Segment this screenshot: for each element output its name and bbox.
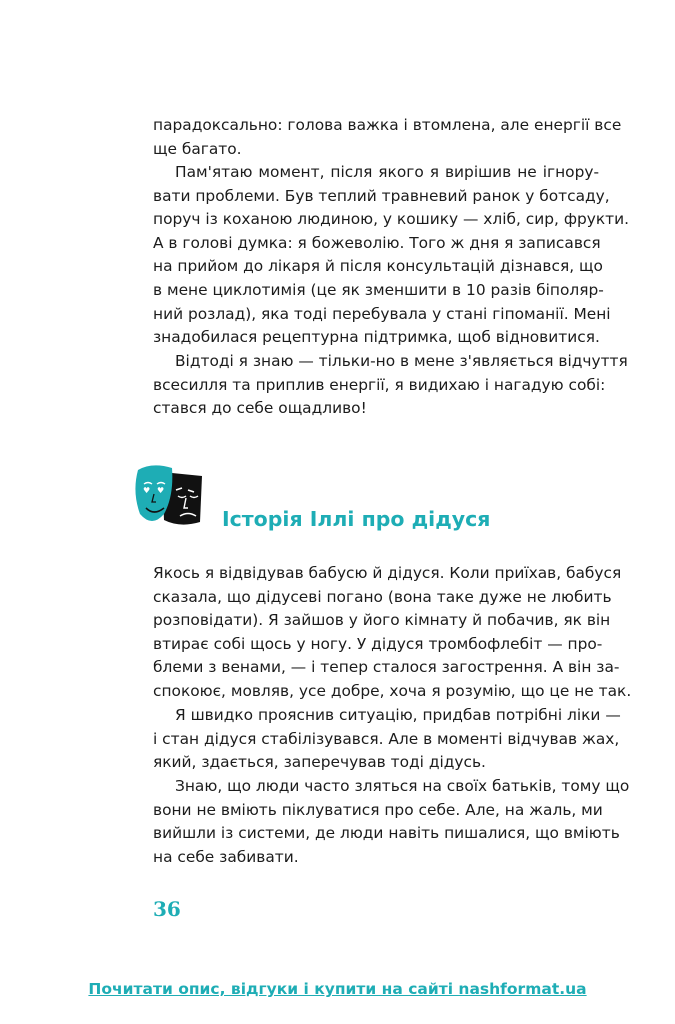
text-line: який, здається, заперечував тоді дідусь.	[153, 753, 486, 772]
text-line: Пам'ятаю момент, після якого я вирішив не ігнору-	[175, 163, 599, 181]
text-line: Якось я відвідував бабусю й дідуся. Коли приїхав, бабуся	[153, 564, 622, 582]
paragraph-moment	[153, 161, 630, 350]
text-line: поруч із коханою людиною, у кошику — хліб, сир, фрукти.	[153, 210, 630, 229]
text-line: Я швидко прояснив ситуацію, придбав потрібні ліки —	[175, 706, 621, 724]
svg-text:♥: ♥	[143, 486, 151, 495]
paragraph-since-then	[153, 350, 628, 421]
paragraph-reflection	[153, 775, 630, 869]
text-line: стався до себе ощадливо!	[153, 399, 367, 418]
text-line: в мене циклотимія (це як зменшити в 10 разів біполяр-	[153, 280, 604, 299]
text-line: блеми з венами, — і тепер сталося загострення. А він за-	[153, 658, 620, 677]
text-line: спокоює, мовляв, усе добре, хоча я розумію, що це не так.	[153, 681, 632, 700]
paragraph-continuation	[153, 114, 622, 161]
text-line: на себе забивати.	[153, 847, 299, 866]
text-line: втирає собі щось у ногу. У дідуся тромбофлебіт — про-	[153, 634, 603, 653]
text-line: вийшли із системи, де люди навіть пишалися, що вміють	[153, 824, 620, 843]
theatre-masks-icon	[130, 462, 210, 530]
text-line: ще багато.	[153, 139, 242, 158]
text-line: вони не вміють піклуватися про себе. Але, на жаль, ми	[153, 800, 603, 819]
text-line: розповідати). Я зайшов у його кімнату й побачив, як він	[153, 611, 611, 630]
paragraph-story-start	[153, 562, 632, 704]
text-line: всесилля та приплив енергії, я видихаю і нагадую собі:	[153, 375, 606, 394]
paragraph-resolution	[153, 704, 621, 775]
text-line: А в голові думка: я божеволію. Того ж дня я записався	[153, 233, 601, 252]
store-link[interactable]: Почитати опис, відгуки і купити на сайті nashformat.ua	[88, 980, 587, 998]
text-line: сказала, що дідусеві погано (вона таке дуже не любить	[153, 587, 612, 606]
page-number: 36	[153, 897, 181, 921]
text-line: ний розлад), яка тоді перебувала у стані гіпоманії. Мені	[153, 304, 611, 323]
text-line: Знаю, що люди часто зляться на своїх батьків, тому що	[175, 777, 630, 795]
text-line: і стан дідуся стабілізувався. Але в моменті відчував жах,	[153, 729, 620, 748]
text-line: вати проблеми. Був теплий травневий ранок у ботсаду,	[153, 186, 610, 205]
text-line: парадоксально: голова важка і втомлена, але енергії все	[153, 116, 622, 134]
text-line: знадобилася рецептурна підтримка, щоб відновитися.	[153, 328, 600, 347]
text-line: на прийом до лікаря й після консультацій дізнався, що	[153, 257, 603, 276]
svg-text:♥: ♥	[157, 486, 165, 495]
text-line: Відтоді я знаю — тільки-но в мене з'являється відчуття	[175, 352, 628, 370]
section-heading: Історія Іллі про дідуся	[222, 507, 491, 531]
